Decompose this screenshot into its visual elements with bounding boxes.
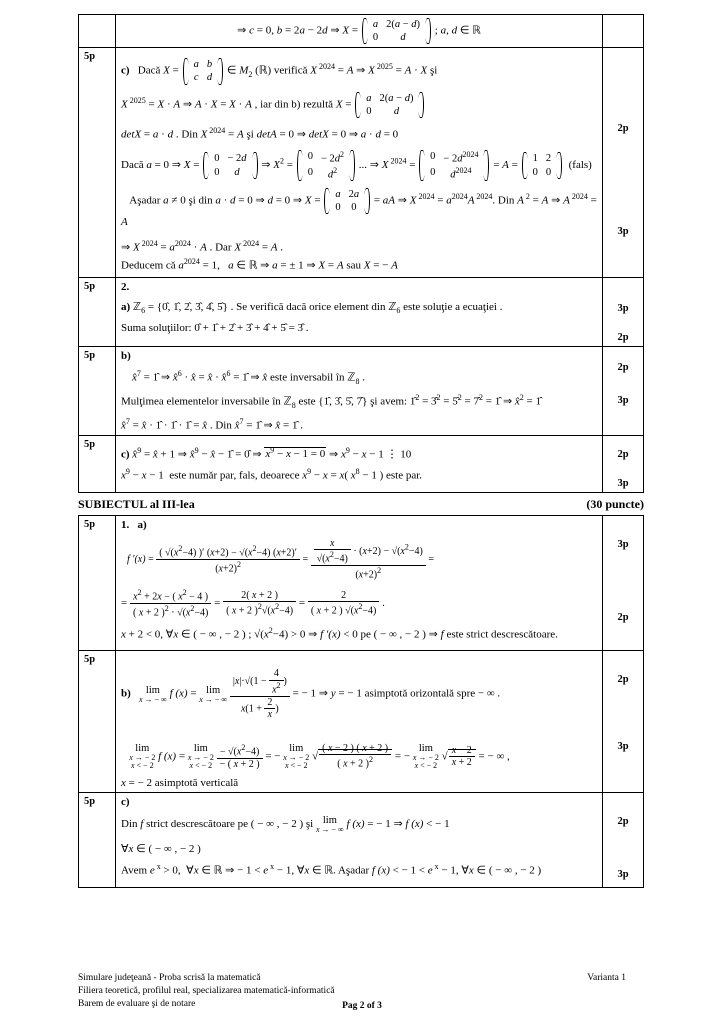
- math-line: b) lim x → − ∞ f (x) = lim x → − ∞ |x|·√(1 − $\frac{4}{x^2}$ ) x(1 + $\frac{2}{x}$ ) = − 1 ⇒ y = − 1 asimptotă orizontală spre − ∞ .: [121, 668, 501, 721]
- table-row: [79, 278, 644, 347]
- points-left-cell: [79, 15, 116, 48]
- points-right-cell: [603, 347, 644, 435]
- solution-cell: [116, 515, 603, 650]
- subject-header: [78, 495, 644, 515]
- math-line: = $\frac{x^2 + 2x - ( x^2 - 4 )}{( x + 2 )^2 \cdot √(x^2-4)}$ = $\frac{2( x + 2 )}{( x + 2 )^2√(x^2-4)}$ = $\frac{2}{( x + 2 ) √(x^2-4)}$ .: [121, 588, 385, 619]
- math-line: a) ℤ$_6$ = {0̂, 1̂, 2̂, 3̂, 4̂, 5̂} . Se verifică dacă orice element din ℤ$_6$ este soluţie a ecuaţiei .: [121, 301, 503, 316]
- math-line: Suma soluţiilor: 0̂ + 1̂ + 2̂ + 3̂ + 4̂ + 5̂ = 3̂ .: [121, 322, 309, 335]
- points-value: 2p: [617, 611, 629, 623]
- math-line: $x^9 - x - 1$ este număr par, fals, deoarece $x^9 - x = x$( $x^8 - 1$ ) este par.: [121, 467, 423, 482]
- solutions-table-2: [78, 515, 644, 888]
- item-label: a): [137, 518, 147, 531]
- points-right-cell: [603, 651, 644, 793]
- points-value: 2p: [617, 332, 629, 344]
- solution-cell: [116, 278, 603, 347]
- footer-line-3: Barem de evaluare şi de notare: [78, 998, 196, 1009]
- math-line: lim x → − 2 x < − 2 f (x) = lim x → − 2 x < − 2 $\frac{- √(x^2-4)}{- ( x + 2 )}$ = − lim x → − 2 x < − 2 √ $\frac{( x - 2 ) ( x + 2 )}{( x + 2 )^2}$ = − lim x → − 2 x < − 2 √ $\frac{x - 2}{x + 2}$ = − ∞ ,: [129, 742, 510, 771]
- points-left-cell: 5p: [79, 435, 116, 492]
- points-right-cell: [603, 15, 644, 48]
- math-line: Mulţimea elementelor inversabile în ℤ$_8$ este {1̂, 3̂, 5̂, 7̂} şi avem: 1̂$^2$ = 3̂$^2$ = 5̂$^2$ = 7̂$^2$ = 1̂ ⇒ x̂$^2$ = 1̂: [121, 393, 542, 410]
- item-label: b): [121, 688, 131, 701]
- table-row: [79, 15, 644, 48]
- points-value: 2p: [617, 816, 629, 828]
- points-value: 2p: [617, 362, 629, 374]
- table-row: [79, 515, 644, 650]
- table-row: [79, 651, 644, 793]
- math-line: x + 2 < 0, ∀x ∈ ( − ∞ , − 2 ) ; $√(x^2-4) > 0$ ⇒ f ′(x) < 0 pe ( − ∞ , − 2 ) ⇒ f este strict descrescătoare.: [121, 625, 558, 641]
- points-left-cell: 5p: [79, 278, 116, 347]
- item-label: b): [121, 350, 131, 363]
- math-line: Deducem că $a^{2024} = 1$, a ∈ ℝ ⇒ a = ± 1 ⇒ X = A sau X = − A: [121, 257, 398, 272]
- math-line: f ′(x) = $\frac{( √(x^2-4) )' (x+2) - √(x^2-4) (x+2)'}{(x+2)^2}$ = $\frac{x}{√(x^2-4)}$ · $(x+2) - √(x^2-4)$ $(x+2)^2$ =: [127, 537, 434, 581]
- math-line: [121, 519, 597, 531]
- matrix: 0 − 2d 0 d: [203, 152, 257, 178]
- math-line: detX = a · d . Din X $^{2024}$ = A şi detA = 0 ⇒ detX = 0 ⇒ a · d = 0: [121, 125, 399, 141]
- math-line: Din f strict descrescătoare pe ( − ∞ , − 2 ) şi lim x → − ∞ f (x) = − 1 ⇒ f (x) < − 1: [121, 815, 450, 835]
- points-left-cell: 5p: [79, 793, 116, 887]
- item-number: 2.: [121, 281, 130, 294]
- points-left-cell: 5p: [79, 651, 116, 793]
- item-label: c): [121, 448, 130, 461]
- item-label: c): [121, 64, 130, 77]
- matrix: a 2a 0 0: [324, 188, 370, 214]
- points-left-cell: 5p: [79, 48, 116, 278]
- subject-title: SUBIECTUL al III-lea: [78, 496, 195, 511]
- page-number: Pag 2 of 3: [342, 1001, 382, 1011]
- points-right-cell: [603, 278, 644, 347]
- matrix: 0 − $2d^{2024}$ 0 $d^{2024}$: [419, 150, 489, 181]
- subject-points: (30 puncte): [586, 496, 644, 511]
- solution-cell: [116, 15, 603, 48]
- points-value: 3p: [617, 741, 629, 753]
- matrix: a b c d: [183, 58, 224, 84]
- table-row: [79, 435, 644, 492]
- footer-variant: Varianta 1: [587, 973, 626, 983]
- item-number: 1.: [121, 518, 130, 531]
- solution-cell: [116, 48, 603, 278]
- solution-cell: [116, 347, 603, 435]
- matrix: a 2(a − d) 0 d: [362, 18, 431, 44]
- math-line: Aşadar a ≠ 0 şi din a · d = 0 ⇒ d = 0 ⇒ X = a 2a 0 0 = aA ⇒ X $^{2024} = a^{2024}A$ $^{2024}$. Din A $^2$ = A ⇒ A $^{2024}$ = A: [121, 189, 597, 229]
- math-line: ⇒ c = 0, b = 2a − 2d ⇒ X = a 2(a − d) 0 d ; a, d ∈ ℝ: [237, 19, 481, 44]
- solution-cell: [116, 651, 603, 793]
- points-value: 3p: [617, 226, 629, 238]
- math-line: Avem e $^x$ > 0, ∀x ∈ ℝ ⇒ − 1 < e $^x$ − 1, ∀x ∈ ℝ. Aşadar f (x) < − 1 < e $^x$ − 1, ∀x ∈ ( − ∞ , − 2 ): [121, 861, 542, 877]
- math-line: X $^{2025}$ = X · A ⇒ A · X = X · A , iar din b) rezultă X = a 2(a − d) 0 d: [121, 92, 597, 118]
- points-left-cell: 5p: [79, 515, 116, 650]
- points-value: 3p: [617, 395, 629, 407]
- answer-key-page: [78, 14, 644, 888]
- points-right-cell: [603, 435, 644, 492]
- math-line: Dacă a = 0 ⇒ X = 0 − 2d 0 d ⇒ $X^2$ = 0 − $2d^2$ 0 $d^2$ ... ⇒ X $^{2024}$ = 0 − $2d^{2024}$ 0 $d^{2024}$ = A = 1 2 0 0 (fals): [121, 149, 592, 181]
- points-value: 2p: [617, 123, 629, 135]
- math-line: x = − 2 asimptotă verticală: [121, 777, 239, 790]
- matrix: 0 − $2d^2$ 0 $d^2$: [297, 150, 355, 181]
- solution-cell: [116, 793, 603, 887]
- points-value: 3p: [617, 477, 629, 489]
- math-line: x̂$^7$ = 1̂ ⇒ x̂$^6$ · x̂ = x̂ · x̂$^6$ = 1̂ ⇒ x̂ este inversabil în ℤ$_8$ .: [132, 369, 365, 387]
- item-label: c): [121, 796, 130, 809]
- points-right-cell: [603, 48, 644, 278]
- points-value: 2p: [617, 448, 629, 460]
- points-value: 3p: [617, 303, 629, 315]
- table-row: [79, 793, 644, 887]
- points-right-cell: [603, 515, 644, 650]
- math-line: ∀x ∈ ( − ∞ , − 2 ): [121, 842, 201, 855]
- math-line: ⇒ X $^{2024} = a^{2024} \cdot A$ . Dar X $^{2024}$ = A .: [121, 238, 284, 254]
- table-row: [79, 48, 644, 278]
- matrix: a 2(a − d) 0 d: [355, 92, 424, 118]
- points-left-cell: 5p: [79, 347, 116, 435]
- points-right-cell: [603, 793, 644, 887]
- solutions-table: [78, 14, 644, 493]
- points-value: 3p: [617, 869, 629, 881]
- footer-line-2: Filiera teoretică, profilul real, specializarea matematică-informatică: [78, 985, 335, 996]
- footer-line-1: Simulare judeţeană - Proba scrisă la matematică: [78, 973, 261, 983]
- math-line: c) x̂$^9$ = x̂ + 1 ⇒ x̂$^9$ − x̂ − 1̂ = 0̂ ⇒ $x^9 - x - 1 = 0$ ⇒ $x^9 - x - 1$ ⋮ 10: [121, 445, 412, 461]
- math-line: c) Dacă X = a b c d ∈ $M_2$ (ℝ) verifică X $^{2024}$ = A ⇒ X $^{2025}$ = A · X şi: [121, 59, 438, 84]
- points-value: 3p: [617, 538, 629, 550]
- item-label: a): [121, 301, 131, 314]
- points-value: 2p: [617, 674, 629, 686]
- table-row: [79, 347, 644, 435]
- matrix: 1 2 0 0: [522, 152, 563, 178]
- solution-cell: [116, 435, 603, 492]
- math-line: x̂$^7$ = x̂ · 1̂ · 1̂ · 1̂ = x̂ . Din x̂$^7$ = 1̂ ⇒ x̂ = 1̂ .: [121, 416, 304, 432]
